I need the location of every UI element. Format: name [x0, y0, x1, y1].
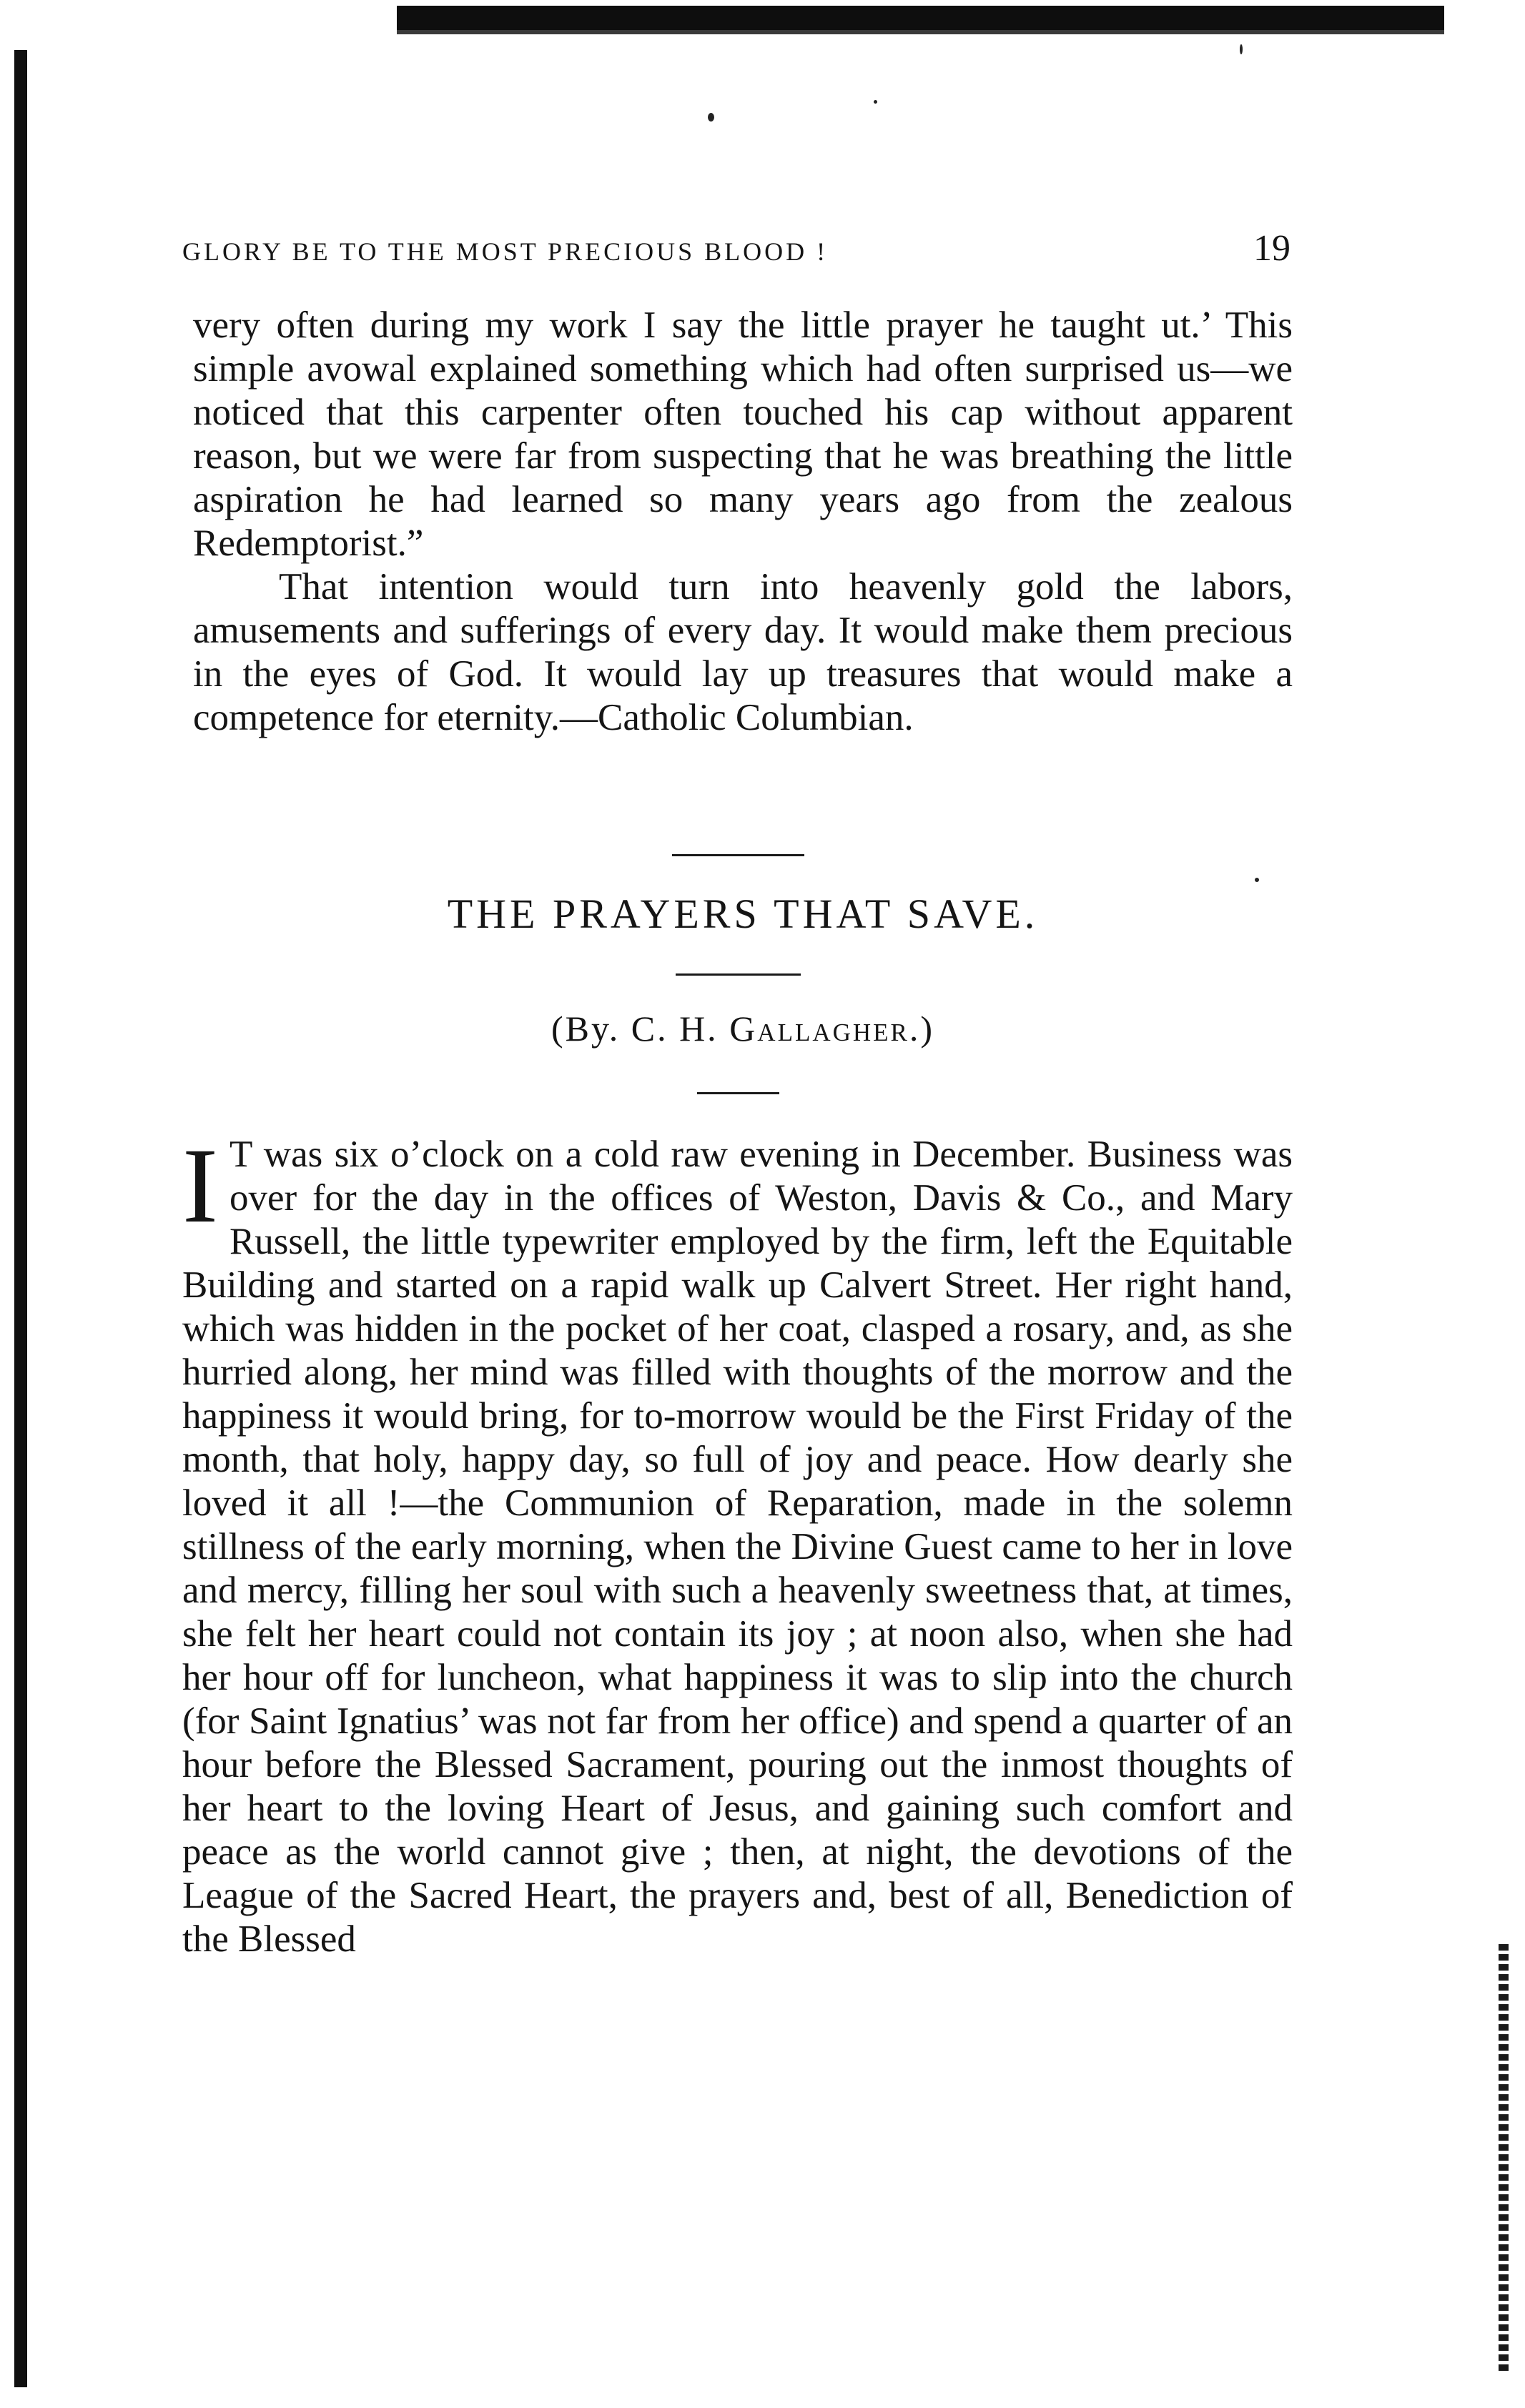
article-byline	[193, 1008, 1293, 1049]
drop-cap: I	[182, 1126, 218, 1245]
running-head-title: GLORY BE TO THE MOST PRECIOUS BLOOD !	[182, 237, 829, 266]
scan-speck	[708, 113, 714, 122]
scan-speck	[1255, 878, 1259, 882]
scan-border-right	[1499, 1944, 1509, 2373]
title-divider	[676, 973, 801, 976]
paragraph: That intention would turn into heavenly gold the labors, amusements and sufferings of every day. It would make them precious in the eyes of God. It would lay up treasures that would make a competence for eternity.—Catholic Columbian.	[193, 566, 1293, 738]
running-head	[182, 227, 1290, 270]
article-body	[182, 1126, 1293, 1961]
article-title: THE PRAYERS THAT SAVE.	[447, 891, 1039, 937]
section-divider	[672, 854, 804, 856]
paragraph: very often during my work I say the little prayer he taught ut.’ This simple avowal explained something which had often surprised us—we noticed that this carpenter often touched his cap without apparent reason, but we were far from suspecting that he was breathing the little aspiration he had learned so many years ago from the zealous Redemptorist.”	[193, 304, 1293, 564]
byline-initials: C. H.	[631, 1009, 719, 1049]
byline-divider	[697, 1092, 779, 1094]
page-number: 19	[1253, 228, 1290, 269]
byline-surname: Gallagher.)	[729, 1009, 935, 1049]
article-body-text: T was six o’clock on a cold raw evening in December. Business was over for the day in the offices of Weston, Davis & Co., and Mary Russell, the little typewriter employed by the firm, left the Equitable Building and started on a rapid walk up Calvert Street. Her right hand, which was hidden in the pocket of her coat, clasped a rosary, and, as she hurried along, her mind was filled with thoughts of the morrow and the happiness it would bring, for to-morrow would be the First Friday of the month, that holy, happy day, so full of joy and peace. How dearly she loved it all !—the Communion of Reparation, made in the solemn stillness of the early morning, when the Divine Guest came to her in love and mercy, filling her soul with such a heavenly sweetness that, at times, she felt her heart could not contain its joy ; at noon also, when she had her hour off for luncheon, what happiness it was to slip into the church (for Saint Ignatius’ was not far from her office) and spend a quarter of an hour before the Blessed Sacrament, pouring out the inmost thoughts of her heart to the loving Heart of Jesus, and gaining such comfort and peace as the world cannot give ; then, at night, the devotions of the League of the Sacred Heart, the prayers and, best of all, Benediction of the Blessed	[182, 1134, 1293, 1960]
previous-article-text	[193, 304, 1293, 740]
paragraph	[182, 1126, 1293, 1961]
scan-speck	[874, 100, 877, 104]
scan-border-top-thin	[397, 30, 1444, 34]
scan-speck	[1240, 44, 1243, 54]
byline-open: (By.	[551, 1009, 621, 1049]
scan-border-top	[397, 6, 1444, 30]
scan-border-left	[14, 50, 27, 2387]
